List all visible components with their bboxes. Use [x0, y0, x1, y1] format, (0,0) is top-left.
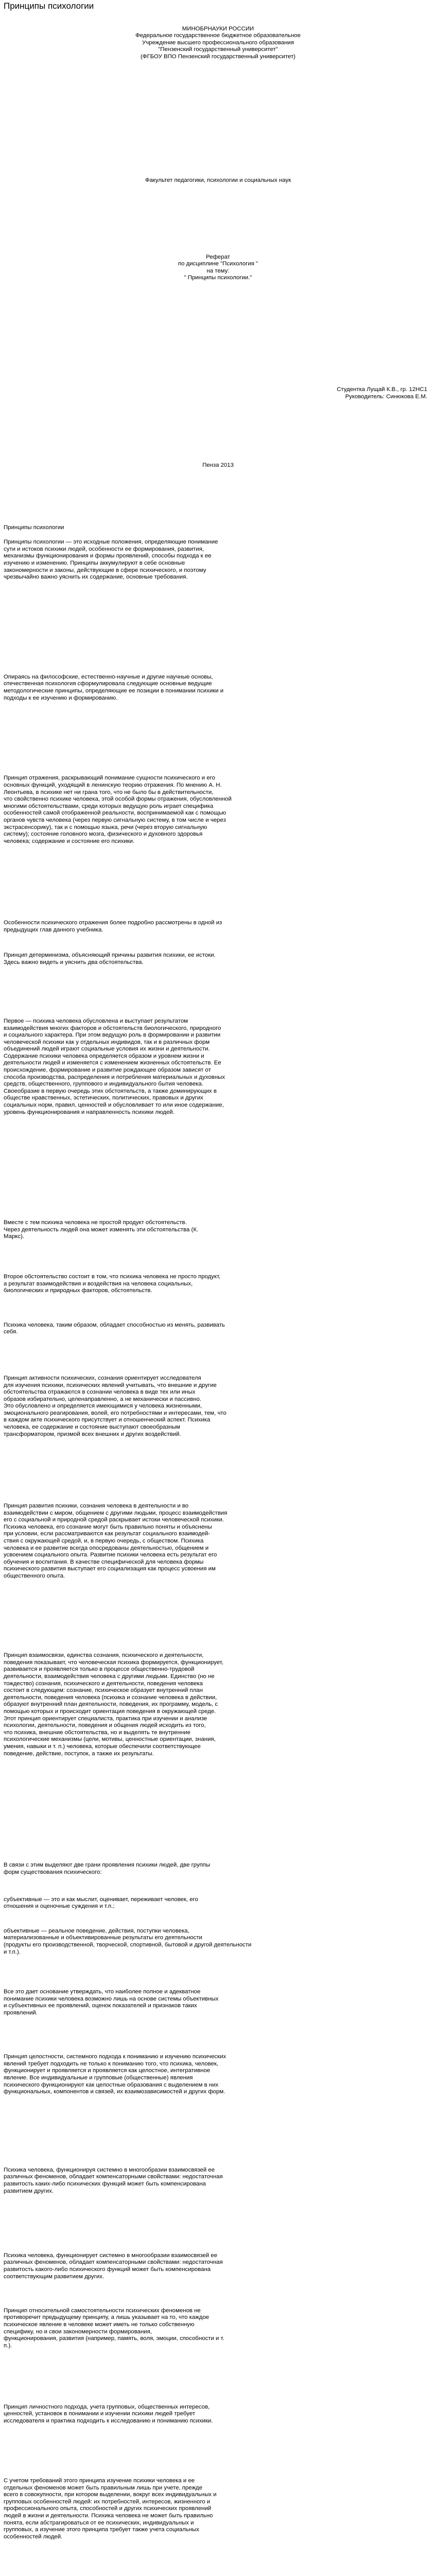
- paragraph-line: Опираясь на философские, естественно-научные и другие научные основы,: [4, 673, 213, 680]
- paragraph-line: и субъективных ее проявлений, оценок показателей и признаков таких: [4, 2003, 197, 2009]
- paragraph-line: ценностей, установок в понимании и изучении психики людей требует: [4, 2411, 196, 2417]
- paragraph-line: отечественная психология сформулировала следующие основные ведущие: [4, 681, 212, 687]
- paragraph-line: С учетом требований этого принципа изучение психики человека и ее: [4, 2478, 195, 2484]
- paragraph-line: методологические принципы, определяющие ее позиции в понимании психики и: [4, 687, 224, 694]
- paragraph-line: систему); состояние головного мозга, физического и духовного здоровья: [4, 831, 203, 838]
- paragraph-line: В связи с этим выделяют две грани проявления психики людей, две группы: [4, 1861, 211, 1868]
- paragraph-line: Все это дает основание утверждать, что наиболее полное и адекватное: [4, 1989, 201, 1995]
- referat-block: [0, 254, 436, 282]
- paragraph-line: Вместе с тем психика человека не простой продукт обстоятельств.: [4, 1219, 187, 1226]
- faculty-name: [0, 177, 436, 184]
- paragraph-line: Принцип взаимосвязи, единства сознания, психического и деятельности,: [4, 1652, 204, 1659]
- paragraph-line: различных феноменов, обладает компенсаторными свойствами: недостаточная: [4, 2259, 223, 2266]
- paragraph-line: взаимодействия многих факторов и обстоятельств биологического, природного: [4, 1025, 221, 1031]
- paragraph-line: отношения и оценочные суждения и т.п.;: [4, 1903, 115, 1910]
- paragraph-line: тождество) сознания, психического и деятельности, поведения человека: [4, 1680, 203, 1687]
- paragraph-line: психологии, деятельности, поведения и общения людей исходить из того,: [4, 1722, 206, 1729]
- paragraph-line: функционирования, развития (например, память, воля, эмоции, способности и т.: [4, 2335, 224, 2342]
- paragraph-line: (продукты его производственной, творческой, спортивной, бытовой и другой деятельности: [4, 1942, 252, 1948]
- paragraph-line: социальных норм, правил, ценностей и обусловливает то или иное содержание,: [4, 1102, 224, 1109]
- paragraph-line: чрезвычайно важно уяснить их содержание, основные требования.: [4, 574, 188, 581]
- paragraph-line: общественного опыта.: [4, 1573, 65, 1580]
- referat-line: Реферат: [206, 253, 230, 260]
- paragraph-line: человека, ее содержание и состояние выступают своеобразным: [4, 1424, 180, 1431]
- paragraph-line: Содержание психики человека определяется образом и уровнем жизни и: [4, 1053, 204, 1059]
- paragraph: [4, 674, 426, 702]
- paragraph-line: что свойственно психике человека, этой особой формы отражения, обусловленной: [4, 796, 232, 803]
- city-year-line: Пенза 2013: [202, 462, 234, 469]
- paragraph-line: отдельных феноменов может быть правильным лишь при учете, прежде: [4, 2484, 203, 2491]
- paragraph-line: Принцип целостности, системного подхода к пониманию и изучению психических: [4, 2054, 226, 2060]
- paragraph-line: функционирует и проявляется и проявляется как целостное, интегративное: [4, 2067, 211, 2074]
- paragraph-line: человека; содержание и состояние его психики.: [4, 838, 135, 844]
- paragraph-line: Психика человека, функционирует системно в многообразии взаимосвязей ее: [4, 2252, 218, 2259]
- referat-line: по дисциплине "Психология ": [178, 261, 258, 267]
- paragraph-line: Своеобразие в первую очередь этих обстоятельств, а также доминирующих в: [4, 1088, 217, 1094]
- paragraph-line: помощью которых и происходит ориентация поведения в окружающей среде.: [4, 1708, 216, 1715]
- paragraph-line: для изучения психики, психических явлений учитывать, что внешние и другие: [4, 1382, 217, 1388]
- paragraph: [4, 1928, 426, 1956]
- body-heading: [4, 524, 64, 532]
- header-line: "Пензенский государственный университет": [158, 46, 278, 53]
- paragraph-line: групповых особенностей людей: их потребностей, интересов, жизненного и: [4, 2498, 211, 2505]
- paragraph-line: Психика человека, таким образом, обладает способностью из менять, развивать: [4, 1321, 225, 1328]
- paragraph-line: деятельности, поведения человека (психика и сознание человека в действии,: [4, 1694, 217, 1701]
- paragraph-line: понята, если абстрагироваться от ее психических, индивидуальных и: [4, 2519, 194, 2526]
- paragraph-line: что психика, внешние обстоятельства, но и выделять те внутренние: [4, 1729, 190, 1736]
- paragraph-line: функциональных, компонентов и связей, их взаимозависимостей и других форм.: [4, 2089, 225, 2095]
- paragraph: [4, 2478, 426, 2540]
- paragraph-line: трансформатором, призмой всех внешних и других воздействий.: [4, 1431, 181, 1437]
- paragraph-line: профессионального опыта, способностей и других психических проявлений: [4, 2505, 212, 2512]
- paragraph-line: человеческой психики как у отдельных индивидов, так и в различных форм: [4, 1039, 210, 1045]
- body-heading-line: Принципы психологии: [4, 524, 64, 531]
- paragraph-line: уровень функционирования и направленность психики людей.: [4, 1109, 175, 1115]
- paragraph-line: экстрасенсорику), так и с помощью языка, речи (через вторую сигнальную: [4, 824, 207, 831]
- paragraph-line: Принципы психологии — это исходные положения, определяющие понимание: [4, 539, 218, 546]
- paragraph: [4, 1503, 426, 1580]
- paragraph-line: его с социальной и природной средой раскрывает истоки человеческой психики.: [4, 1517, 224, 1523]
- header-line: МИНОБРНАУКИ РОССИИ: [182, 25, 254, 32]
- paragraph-line: всего в совокупности, при котором выделении, вокруг всех индивидуальных и: [4, 2492, 217, 2498]
- paragraph-line: образуют внутренний план деятельности, поведения, их программу, модель, с: [4, 1701, 218, 1708]
- paragraph-line: поведения показывает, что человеческая психика формируется, функционирует,: [4, 1659, 223, 1666]
- paragraph-line: особенностей самой отображенной реальности, воспринимаемой как с помощью: [4, 810, 226, 817]
- paragraph-line: Принцип личностного подхода, учета групповых, общественных интересов,: [4, 2403, 210, 2410]
- paragraph: [4, 2252, 426, 2280]
- paragraph-line: психического развития выступает его социализация как процесс усвоения им: [4, 1566, 216, 1572]
- paragraph-line: подходы к ее изучению и формированию.: [4, 694, 118, 701]
- paragraph-line: особенностей людей.: [4, 2533, 63, 2540]
- paragraph: [4, 1652, 426, 1757]
- paragraph-line: деятельности, взаимодействия человека с другими людьми. Единство (но не: [4, 1673, 215, 1680]
- paragraph-line: объединений людей играют социальные условия их жизни и деятельности.: [4, 1046, 210, 1053]
- paragraph-line: Первое — психика человека обусловлена и выступает результатом: [4, 1018, 188, 1024]
- paragraph-line: материализованные и объективированные результаты его деятельности: [4, 1935, 202, 1941]
- header-line: Федеральное государственное бюджетное образовательное: [135, 32, 301, 39]
- paragraph-line: сути и истоков психики людей, особенности ее формирования, развития,: [4, 546, 204, 552]
- paragraph-line: психологические механизмы (цели, мотивы, ценностные ориентации, знания,: [4, 1736, 216, 1743]
- paragraph-line: специфику, но и свои закономерности формирования,: [4, 2328, 152, 2335]
- paragraph-line: развивается и проявляется только в процессе общественно-трудовой: [4, 1666, 195, 1673]
- paragraph-line: взаимодействии с миром, общением с другими людьми, процесс взаимодействия: [4, 1510, 228, 1516]
- document-title: Принципы психологии: [4, 1, 94, 11]
- paragraph-line: Леонтьева, в психике нет ни грана того, что не было бы в действительности,: [4, 789, 214, 795]
- paragraph-line: развитость какого-либо психического функций может быть компенсирована: [4, 2266, 211, 2273]
- paragraph-line: психического функционируют как целостные образования с выделением в них: [4, 2081, 219, 2088]
- paragraph-line: Психика человека, его сознание могут быть правильно поняты и объяснены: [4, 1523, 212, 1530]
- paragraph-line: исследователя и практика подходить к исследованию и пониманию психики.: [4, 2418, 213, 2424]
- paragraph-line: обществе нравственных, эстетических, политических, правовых и других: [4, 1095, 203, 1101]
- paragraph-line: человека и ее развитие всегда опосредованы деятельностью, общением и: [4, 1545, 209, 1551]
- paragraph-line: явлений требует подходить не только к пониманию того, что психика, человек,: [4, 2060, 219, 2067]
- faculty-line: Факультет педагогики, психологии и социальных наук: [145, 177, 291, 183]
- author-block: [0, 386, 427, 400]
- paragraph-line: развитием других.: [4, 2188, 54, 2194]
- header-line: (ФГБОУ ВПО Пензенский государственный университет): [141, 54, 295, 60]
- paragraph-line: эмоционального реагирования, волей, его потребностями и интересами, тем, что: [4, 1410, 226, 1416]
- paragraph-line: себя.: [4, 1329, 18, 1335]
- paragraph: [4, 920, 426, 934]
- paragraph-line: групповых, а изучение этого принципа требует также учета социальных: [4, 2527, 199, 2533]
- paragraph-line: закономерности и законы, действующие в сфере психического, и поэтому: [4, 567, 206, 573]
- paragraph-line: явление. Все индивидуальные и групповые (общественные) явления: [4, 2074, 193, 2081]
- paragraph-line: Второе обстоятельство состоит в том, что психика человека не просто продукт,: [4, 1274, 221, 1280]
- paragraph: [4, 1219, 426, 1241]
- paragraph-line: противоречит предыдущему принципу, а лишь указывает на то, что каждое: [4, 2314, 210, 2321]
- paragraph-line: развитость каких-либо психических функций может быть компенсирована: [4, 2180, 206, 2187]
- paragraph-line: поведение, действие, поступок, а также их результаты.: [4, 1750, 154, 1757]
- paragraph-line: при условии, если рассматриваются как результат социального взаимодей-: [4, 1531, 211, 1537]
- paragraph-line: деятельности людей и изменяется с изменением жизненных обстоятельств. Ее: [4, 1060, 221, 1066]
- paragraph-line: Принцип развития психики, сознания человека в деятельности и во: [4, 1503, 189, 1510]
- author-line: Студентка Лущай К.В., гр. 12НС1: [337, 386, 427, 393]
- university-header: [0, 26, 436, 61]
- paragraph-line: Принцип относительной самостоятельности психических феноменов не: [4, 2307, 201, 2314]
- paragraph-line: соответствующим развитием других.: [4, 2273, 104, 2280]
- paragraph-line: в каждом акте психического присутствует и отношенческий аспект. Психика: [4, 1417, 211, 1423]
- referat-line: " Принципы психологии.": [184, 275, 252, 281]
- paragraph-line: и социального характера. При этом ведущую роль в формировании и развитии: [4, 1032, 221, 1039]
- paragraph-line: п.).: [4, 2342, 12, 2349]
- paragraph: [4, 1322, 426, 1336]
- paragraph-line: Принцип отражения, раскрывающий понимание сущности психического и его: [4, 775, 215, 782]
- paragraph-line: происхождение, формирование и развитие рождающее образом зависят от: [4, 1067, 211, 1074]
- city-year: [0, 462, 436, 469]
- paragraph: [4, 1375, 426, 1438]
- paragraph-line: основных функций, уходящий в ленинскую теорию отражения. По мнению А. Н.: [4, 782, 222, 788]
- paragraph-line: Психика человека, функционируя системно в многообразии взаимосвязей ее: [4, 2166, 215, 2173]
- paragraph-line: состоит в следующем: сознание, психическое образует внутренний план: [4, 1687, 203, 1694]
- paragraph: [4, 1862, 426, 1876]
- paragraph: [4, 539, 426, 581]
- paragraph-line: обстоятельства отражаются в сознании человека в виде тех или иных: [4, 1389, 196, 1396]
- paragraph: [4, 2308, 426, 2350]
- paragraph-line: умения, навыки и т. п.) человека, которые обеспечили соответствующее: [4, 1743, 201, 1750]
- paragraph-line: способа производства, распределения и потребления материальных и духовных: [4, 1074, 225, 1080]
- paragraph: [4, 1896, 426, 1910]
- paragraph-line: Особенности психического отражения более подробно рассмотрены в одной из: [4, 920, 222, 926]
- referat-line: на тему:: [206, 267, 230, 274]
- paragraph-line: и т.п.).: [4, 1948, 21, 1955]
- paragraph-line: образов избирательно, целенаправленно, а не механически и пассивно.: [4, 1396, 202, 1402]
- paragraph-line: Это обусловлено и определяется имеющимися у человека жизненными,: [4, 1403, 202, 1410]
- paragraph-line: понимание психики человека возможно лишь на основе системы объективных: [4, 1995, 219, 2002]
- author-line: Руководитель: Синюкова Е.М.: [345, 393, 427, 400]
- paragraph-line: органов чувств человека (через первую сигнальную систему, в том числе и через: [4, 817, 226, 823]
- paragraph-line: Этот принцип ориентирует специалиста, практика при изучении и анализе: [4, 1715, 207, 1722]
- paragraph-line: субъективные — это и как мыслит, оценивает, переживает человек, его: [4, 1896, 198, 1903]
- paragraph-line: усвоением социального опыта. Развитие психики человека есть результат его: [4, 1552, 217, 1558]
- paragraph-line: людей в жизни и деятельности. Психика человека не может быть правильно: [4, 2512, 213, 2519]
- paragraph: [4, 1018, 426, 1116]
- paragraph-line: а результат взаимодействия и воздействия на человека социальных,: [4, 1280, 193, 1287]
- paragraph-line: изучению и изменению. Принципы аккумулируют в себе основные: [4, 560, 185, 566]
- paragraph-line: проявлений.: [4, 2009, 38, 2016]
- paragraph: [4, 775, 426, 845]
- paragraph-line: Маркс).: [4, 1233, 25, 1240]
- paragraph: [4, 1989, 426, 2016]
- paragraph-line: механизмы функционирования и формы проявлений, способы подхода к ее: [4, 553, 212, 560]
- paragraph: [4, 2167, 426, 2195]
- paragraph-line: обучения и воспитания. В качестве специфической для человека формы: [4, 1558, 204, 1565]
- paragraph-line: предыдущих глав данного учебника.: [4, 926, 103, 933]
- paragraph: [4, 952, 426, 966]
- paragraph-line: Принцип детерминизма, объясняющий причины развития психики, ее истоки.: [4, 952, 216, 958]
- paragraph-line: средств, общественного, группового и индивидуального бытия человека.: [4, 1081, 203, 1088]
- paragraph: [4, 2404, 426, 2425]
- paragraph-line: Принцип активности психических, сознания ориентирует исследователя: [4, 1375, 201, 1381]
- paragraph-line: форм существования психического:: [4, 1869, 102, 1875]
- paragraph: [4, 2054, 426, 2096]
- paragraph-line: Через деятельность людей она может изменять эти обстоятельства (К.: [4, 1226, 199, 1233]
- paragraph-line: ствия с окружающей средой, и, в первую очередь, с обществом. Психика: [4, 1538, 204, 1545]
- paragraph-line: Здесь важно видеть и уяснить два обстоятельства.: [4, 959, 144, 965]
- paragraph-line: объективные — реальное поведение, действия, поступки человека,: [4, 1927, 189, 1934]
- paragraph-line: биологических и природных факторов, обстоятельств.: [4, 1287, 152, 1294]
- header-line: Учреждение высшего профессионального образования: [142, 39, 294, 46]
- paragraph-line: психическое явление в человеке может иметь не только собственную: [4, 2321, 195, 2328]
- paragraph-line: различных феноменов, обладает компенсаторными свойствами: недостаточная: [4, 2174, 223, 2180]
- paragraph-line: многими обстоятельствами, среди которых ведущую роль играет специфика: [4, 803, 214, 809]
- paragraph: [4, 1274, 426, 1295]
